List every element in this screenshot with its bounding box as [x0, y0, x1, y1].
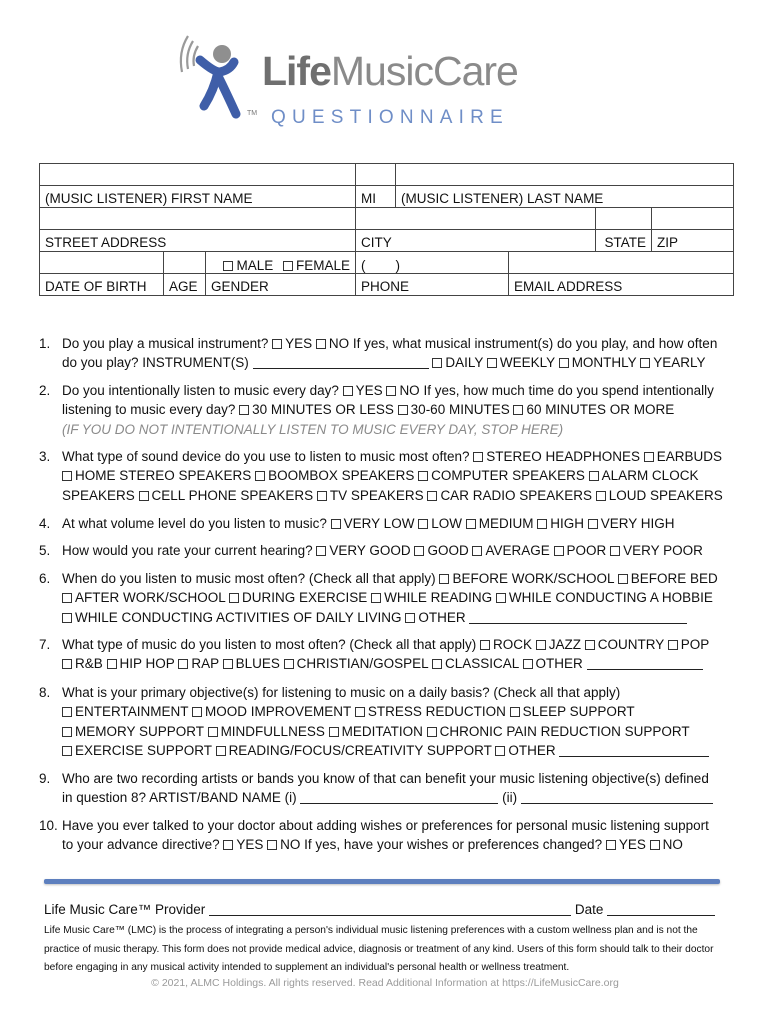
option-checkbox[interactable] [405, 613, 415, 623]
option-label: EARBUDS [656, 449, 723, 464]
option-checkbox[interactable] [317, 491, 327, 501]
option-checkbox[interactable] [62, 746, 72, 756]
phone-area-code: ( ) [361, 258, 401, 273]
question-text: At what volume level do you listen to music? [62, 516, 327, 531]
followup-text: If yes, how much time do you spend intentionally [423, 383, 714, 398]
option-checkbox[interactable] [418, 471, 428, 481]
option-label: OTHER [418, 609, 466, 625]
option-checkbox[interactable] [329, 727, 339, 737]
question-number: 3. [39, 449, 51, 464]
gender-options [206, 252, 356, 274]
option-label: DURING EXERCISE [242, 590, 368, 606]
email-field[interactable] [509, 252, 734, 274]
option-label: LOUD SPEAKERS [608, 487, 723, 503]
question-text: Do you play a musical instrument? [62, 336, 269, 351]
section-divider [44, 879, 720, 884]
option-label: CHRONIC PAIN REDUCTION SUPPORT [439, 723, 690, 739]
question-text: Who are two recording artists or bands you know of that can benefit your music listening objective(s) defined [62, 771, 709, 786]
question-6 [39, 569, 739, 627]
yes-checkbox[interactable] [606, 840, 616, 850]
artist-1-input[interactable] [300, 791, 498, 804]
brand-rest: MusicCare [330, 48, 518, 94]
followup-text: If yes, what musical instrument(s) do you play, and how often [352, 336, 718, 351]
option-label: EXERCISE SUPPORT [75, 742, 212, 758]
last-name-label: (MUSIC LISTENER) LAST NAME [396, 186, 734, 208]
yes-label: YES [236, 837, 264, 853]
question-1 [39, 334, 739, 373]
state-field[interactable] [596, 208, 652, 230]
option-label: READING/FOCUS/CREATIVITY SUPPORT [228, 742, 492, 758]
question-7 [39, 635, 739, 674]
music-listener-logo-icon [170, 32, 250, 124]
option-checkbox[interactable] [427, 727, 437, 737]
yes-label: YES [618, 837, 646, 853]
option-label: HOME STEREO SPEAKERS [75, 468, 252, 484]
question-3 [39, 447, 739, 505]
phone-label: PHONE [356, 274, 509, 296]
yes-checkbox[interactable] [223, 840, 233, 850]
listener-info-table [39, 163, 734, 296]
option-label: HIP HOP [119, 656, 175, 672]
option-label: MEMORY SUPPORT [75, 723, 204, 739]
option-checkbox[interactable] [107, 659, 117, 669]
option-checkbox[interactable] [229, 593, 239, 603]
option-checkbox[interactable] [239, 405, 249, 415]
yes-label: YES [355, 383, 383, 398]
option-label: WHILE CONDUCTING ACTIVITIES OF DAILY LIVING [75, 609, 402, 625]
option-checkbox[interactable] [284, 659, 294, 669]
option-checkbox[interactable] [439, 574, 449, 584]
option-checkbox[interactable] [610, 546, 620, 556]
trademark-mark: TM [247, 110, 258, 117]
yes-label: YES [285, 336, 313, 351]
option-checkbox[interactable] [432, 358, 442, 368]
option-label: AVERAGE [485, 543, 550, 558]
instrument-label: do you play? INSTRUMENT(S) [62, 355, 249, 371]
option-label: COUNTRY [597, 637, 665, 652]
option-label: WEEKLY [499, 355, 555, 371]
mi-label: MI [356, 186, 396, 208]
option-checkbox[interactable] [644, 452, 654, 462]
option-checkbox[interactable] [513, 405, 523, 415]
question-number: 5. [39, 543, 51, 558]
option-checkbox[interactable] [510, 707, 520, 717]
option-label: WHILE READING [384, 590, 493, 606]
male-label: MALE [236, 258, 274, 273]
option-checkbox[interactable] [331, 519, 341, 529]
zip-label: ZIP [652, 230, 734, 252]
option-checkbox[interactable] [316, 546, 326, 556]
option-label: MEDIUM [478, 516, 534, 531]
dob-label: DATE OF BIRTH [40, 274, 164, 296]
question-number: 2. [39, 383, 51, 398]
option-label: YEARLY [653, 355, 706, 371]
no-checkbox[interactable] [267, 840, 277, 850]
option-checkbox[interactable] [62, 659, 72, 669]
option-checkbox[interactable] [427, 491, 437, 501]
question-number: 10. [39, 818, 58, 833]
option-checkbox[interactable] [668, 640, 678, 650]
option-label: JAZZ [548, 637, 581, 652]
option-label: 30 MINUTES OR LESS [252, 402, 394, 418]
yes-checkbox[interactable] [272, 339, 282, 349]
option-checkbox[interactable] [62, 593, 72, 603]
question-number: 7. [39, 637, 51, 652]
option-label: MEDITATION [341, 723, 423, 739]
option-checkbox[interactable] [418, 519, 428, 529]
option-label: BEFORE WORK/SCHOOL [452, 571, 614, 586]
female-label: FEMALE [296, 258, 351, 273]
female-checkbox[interactable] [283, 261, 293, 271]
other-input[interactable] [559, 744, 709, 757]
option-checkbox[interactable] [62, 727, 72, 737]
option-checkbox[interactable] [588, 519, 598, 529]
option-label: R&B [75, 656, 103, 672]
option-label: STEREO HEADPHONES [486, 449, 641, 464]
option-checkbox[interactable] [585, 640, 595, 650]
state-label: STATE [596, 230, 652, 252]
option-label: AFTER WORK/SCHOOL [75, 590, 226, 606]
option-label: RAP [191, 656, 219, 672]
no-checkbox[interactable] [316, 339, 326, 349]
street-address-label: STREET ADDRESS [40, 230, 356, 252]
option-checkbox[interactable] [559, 358, 569, 368]
option-label: CHRISTIAN/GOSPEL [296, 656, 429, 672]
zip-field[interactable] [652, 208, 734, 230]
option-checkbox[interactable] [495, 746, 505, 756]
question-text: What type of sound device do you use to listen to music most often? [62, 449, 470, 464]
option-checkbox[interactable] [596, 491, 606, 501]
instrument-input[interactable] [253, 356, 429, 369]
question-number: 8. [39, 685, 51, 700]
option-checkbox[interactable] [618, 574, 628, 584]
question-number: 4. [39, 516, 51, 531]
age-label: AGE [164, 274, 206, 296]
gender-label: GENDER [206, 274, 356, 296]
option-checkbox[interactable] [589, 471, 599, 481]
option-label: 30-60 MINUTES [410, 402, 510, 418]
option-label: BOOMBOX SPEAKERS [268, 468, 415, 484]
option-checkbox[interactable] [487, 358, 497, 368]
option-checkbox[interactable] [62, 707, 72, 717]
no-label: NO [399, 383, 420, 398]
copyright-text: © 2021, ALMC Holdings. All rights reserved. Read Additional Information at https://LifeMusicCare.org [151, 977, 619, 989]
question-text-cont: listening to music every day? [62, 402, 236, 418]
option-label: ROCK [492, 637, 532, 652]
age-field[interactable] [164, 252, 206, 274]
option-checkbox[interactable] [255, 471, 265, 481]
option-label: WHILE CONDUCTING A HOBBIE [508, 590, 713, 606]
option-label: HIGH [550, 516, 584, 531]
option-label: STRESS REDUCTION [367, 704, 506, 720]
option-label: CLASSICAL [444, 656, 519, 672]
option-label: MOOD IMPROVEMENT [205, 704, 352, 720]
male-checkbox[interactable] [223, 261, 233, 271]
option-checkbox[interactable] [472, 546, 482, 556]
option-checkbox[interactable] [537, 519, 547, 529]
option-checkbox[interactable] [432, 659, 442, 669]
question-number: 6. [39, 571, 51, 586]
no-checkbox[interactable] [386, 386, 396, 396]
option-label: VERY GOOD [329, 543, 411, 558]
disclaimer-text: Life Music Care™ (LMC) is the process of integrating a person's individual music listening preferences with a custom wellness plan and is not the practice of music therapy. This form does not provide medical advice, diagnosis or treatment of any kind. Users of this form should talk to their doctor before engaging in any musical activity intended to supplement an individual's personal health or wellness treatment. [44, 925, 714, 974]
question-number: 9. [39, 771, 51, 786]
brand-life: Life [262, 48, 331, 94]
option-checkbox[interactable] [536, 640, 546, 650]
option-label: MINDFULLNESS [220, 723, 325, 739]
option-label: VERY HIGH [600, 516, 675, 531]
option-label: OTHER [535, 656, 583, 672]
question-text: How would you rate your current hearing? [62, 543, 313, 558]
option-label: GOOD [427, 543, 469, 558]
phone-field[interactable] [356, 252, 509, 274]
question-4 [39, 514, 739, 533]
option-label: POP [680, 637, 710, 652]
first-name-field[interactable] [40, 164, 356, 186]
question-9 [39, 769, 739, 808]
question-number: 1. [39, 336, 51, 351]
city-label: CITY [356, 230, 596, 252]
dob-field[interactable] [40, 252, 164, 274]
other-input[interactable] [587, 657, 703, 670]
provider-input[interactable] [209, 903, 571, 916]
option-label: CELL PHONE SPEAKERS [151, 487, 314, 503]
yes-checkbox[interactable] [343, 386, 353, 396]
option-checkbox[interactable] [496, 593, 506, 603]
option-label: ALARM CLOCK [601, 468, 699, 484]
option-label: CAR RADIO SPEAKERS [440, 487, 592, 503]
option-label: OTHER [508, 742, 556, 758]
option-label: SLEEP SUPPORT [522, 704, 635, 720]
option-checkbox[interactable] [523, 659, 533, 669]
option-checkbox[interactable] [62, 471, 72, 481]
option-checkbox[interactable] [62, 613, 72, 623]
question-8 [39, 683, 739, 760]
option-checkbox[interactable] [208, 727, 218, 737]
option-label: BEFORE BED [630, 571, 718, 586]
other-input[interactable] [469, 611, 687, 624]
option-checkbox[interactable] [223, 659, 233, 669]
artist-2-input[interactable] [521, 791, 713, 804]
option-label: MONTHLY [571, 355, 637, 371]
question-text: Do you intentionally listen to music every day? [62, 383, 339, 398]
brand-name [262, 48, 518, 95]
male-option[interactable] [223, 258, 273, 273]
option-label: LOW [431, 516, 462, 531]
option-checkbox[interactable] [371, 593, 381, 603]
last-name-field[interactable] [396, 164, 734, 186]
question-text: Have you ever talked to your doctor about adding wishes or preferences for personal music listening support [62, 818, 709, 833]
option-checkbox[interactable] [473, 452, 483, 462]
option-checkbox[interactable] [355, 707, 365, 717]
question-5 [39, 541, 739, 560]
provider-row [44, 902, 715, 917]
email-label: EMAIL ADDRESS [509, 274, 734, 296]
option-checkbox[interactable] [466, 519, 476, 529]
option-label: VERY POOR [623, 543, 703, 558]
date-label: Date [574, 902, 604, 917]
option-label: ENTERTAINMENT [75, 704, 189, 720]
street-address-field[interactable] [40, 208, 356, 230]
followup-text: If yes, have your wishes or preferences changed? [304, 837, 603, 853]
no-label: NO [280, 837, 301, 853]
artist-label: in question 8? ARTIST/BAND NAME (i) [62, 790, 297, 806]
option-checkbox[interactable] [480, 640, 490, 650]
city-field[interactable] [356, 208, 596, 230]
stop-note: (IF YOU DO NOT INTENTIONALLY LISTEN TO MUSIC EVERY DAY, STOP HERE) [62, 421, 564, 437]
page-subtitle: QUESTIONNAIRE [271, 107, 509, 128]
option-checkbox[interactable] [398, 405, 408, 415]
no-label: NO [662, 837, 683, 853]
question-text: What type of music do you listen to most often? (Check all that apply) [62, 637, 477, 652]
no-checkbox[interactable] [650, 840, 660, 850]
option-label: BLUES [235, 656, 280, 672]
female-option[interactable] [283, 258, 350, 273]
option-checkbox[interactable] [192, 707, 202, 717]
option-checkbox[interactable] [178, 659, 188, 669]
option-checkbox[interactable] [139, 491, 149, 501]
option-label: DAILY [445, 355, 484, 371]
question-text: What is your primary objective(s) for listening to music on a daily basis? (Check all that apply) [62, 685, 621, 700]
option-label: COMPUTER SPEAKERS [431, 468, 585, 484]
option-checkbox[interactable] [554, 546, 564, 556]
option-label: 60 MINUTES OR MORE [526, 402, 675, 418]
mi-field[interactable] [356, 164, 396, 186]
first-name-label: (MUSIC LISTENER) FIRST NAME [40, 186, 356, 208]
option-label: POOR [566, 543, 607, 558]
option-checkbox[interactable] [414, 546, 424, 556]
option-checkbox[interactable] [640, 358, 650, 368]
question-text: When do you listen to music most often? (Check all that apply) [62, 571, 436, 586]
option-checkbox[interactable] [216, 746, 226, 756]
date-input[interactable] [607, 903, 715, 916]
option-label: VERY LOW [343, 516, 415, 531]
option-label: SPEAKERS [62, 487, 135, 503]
question-10 [39, 816, 739, 855]
question-text-cont: to your advance directive? [62, 837, 220, 853]
artist-2-label: (ii) [502, 790, 518, 806]
provider-label: Life Music Care™ Provider [44, 902, 206, 917]
no-label: NO [328, 336, 350, 351]
option-label: TV SPEAKERS [329, 487, 424, 503]
question-2 [39, 381, 739, 439]
